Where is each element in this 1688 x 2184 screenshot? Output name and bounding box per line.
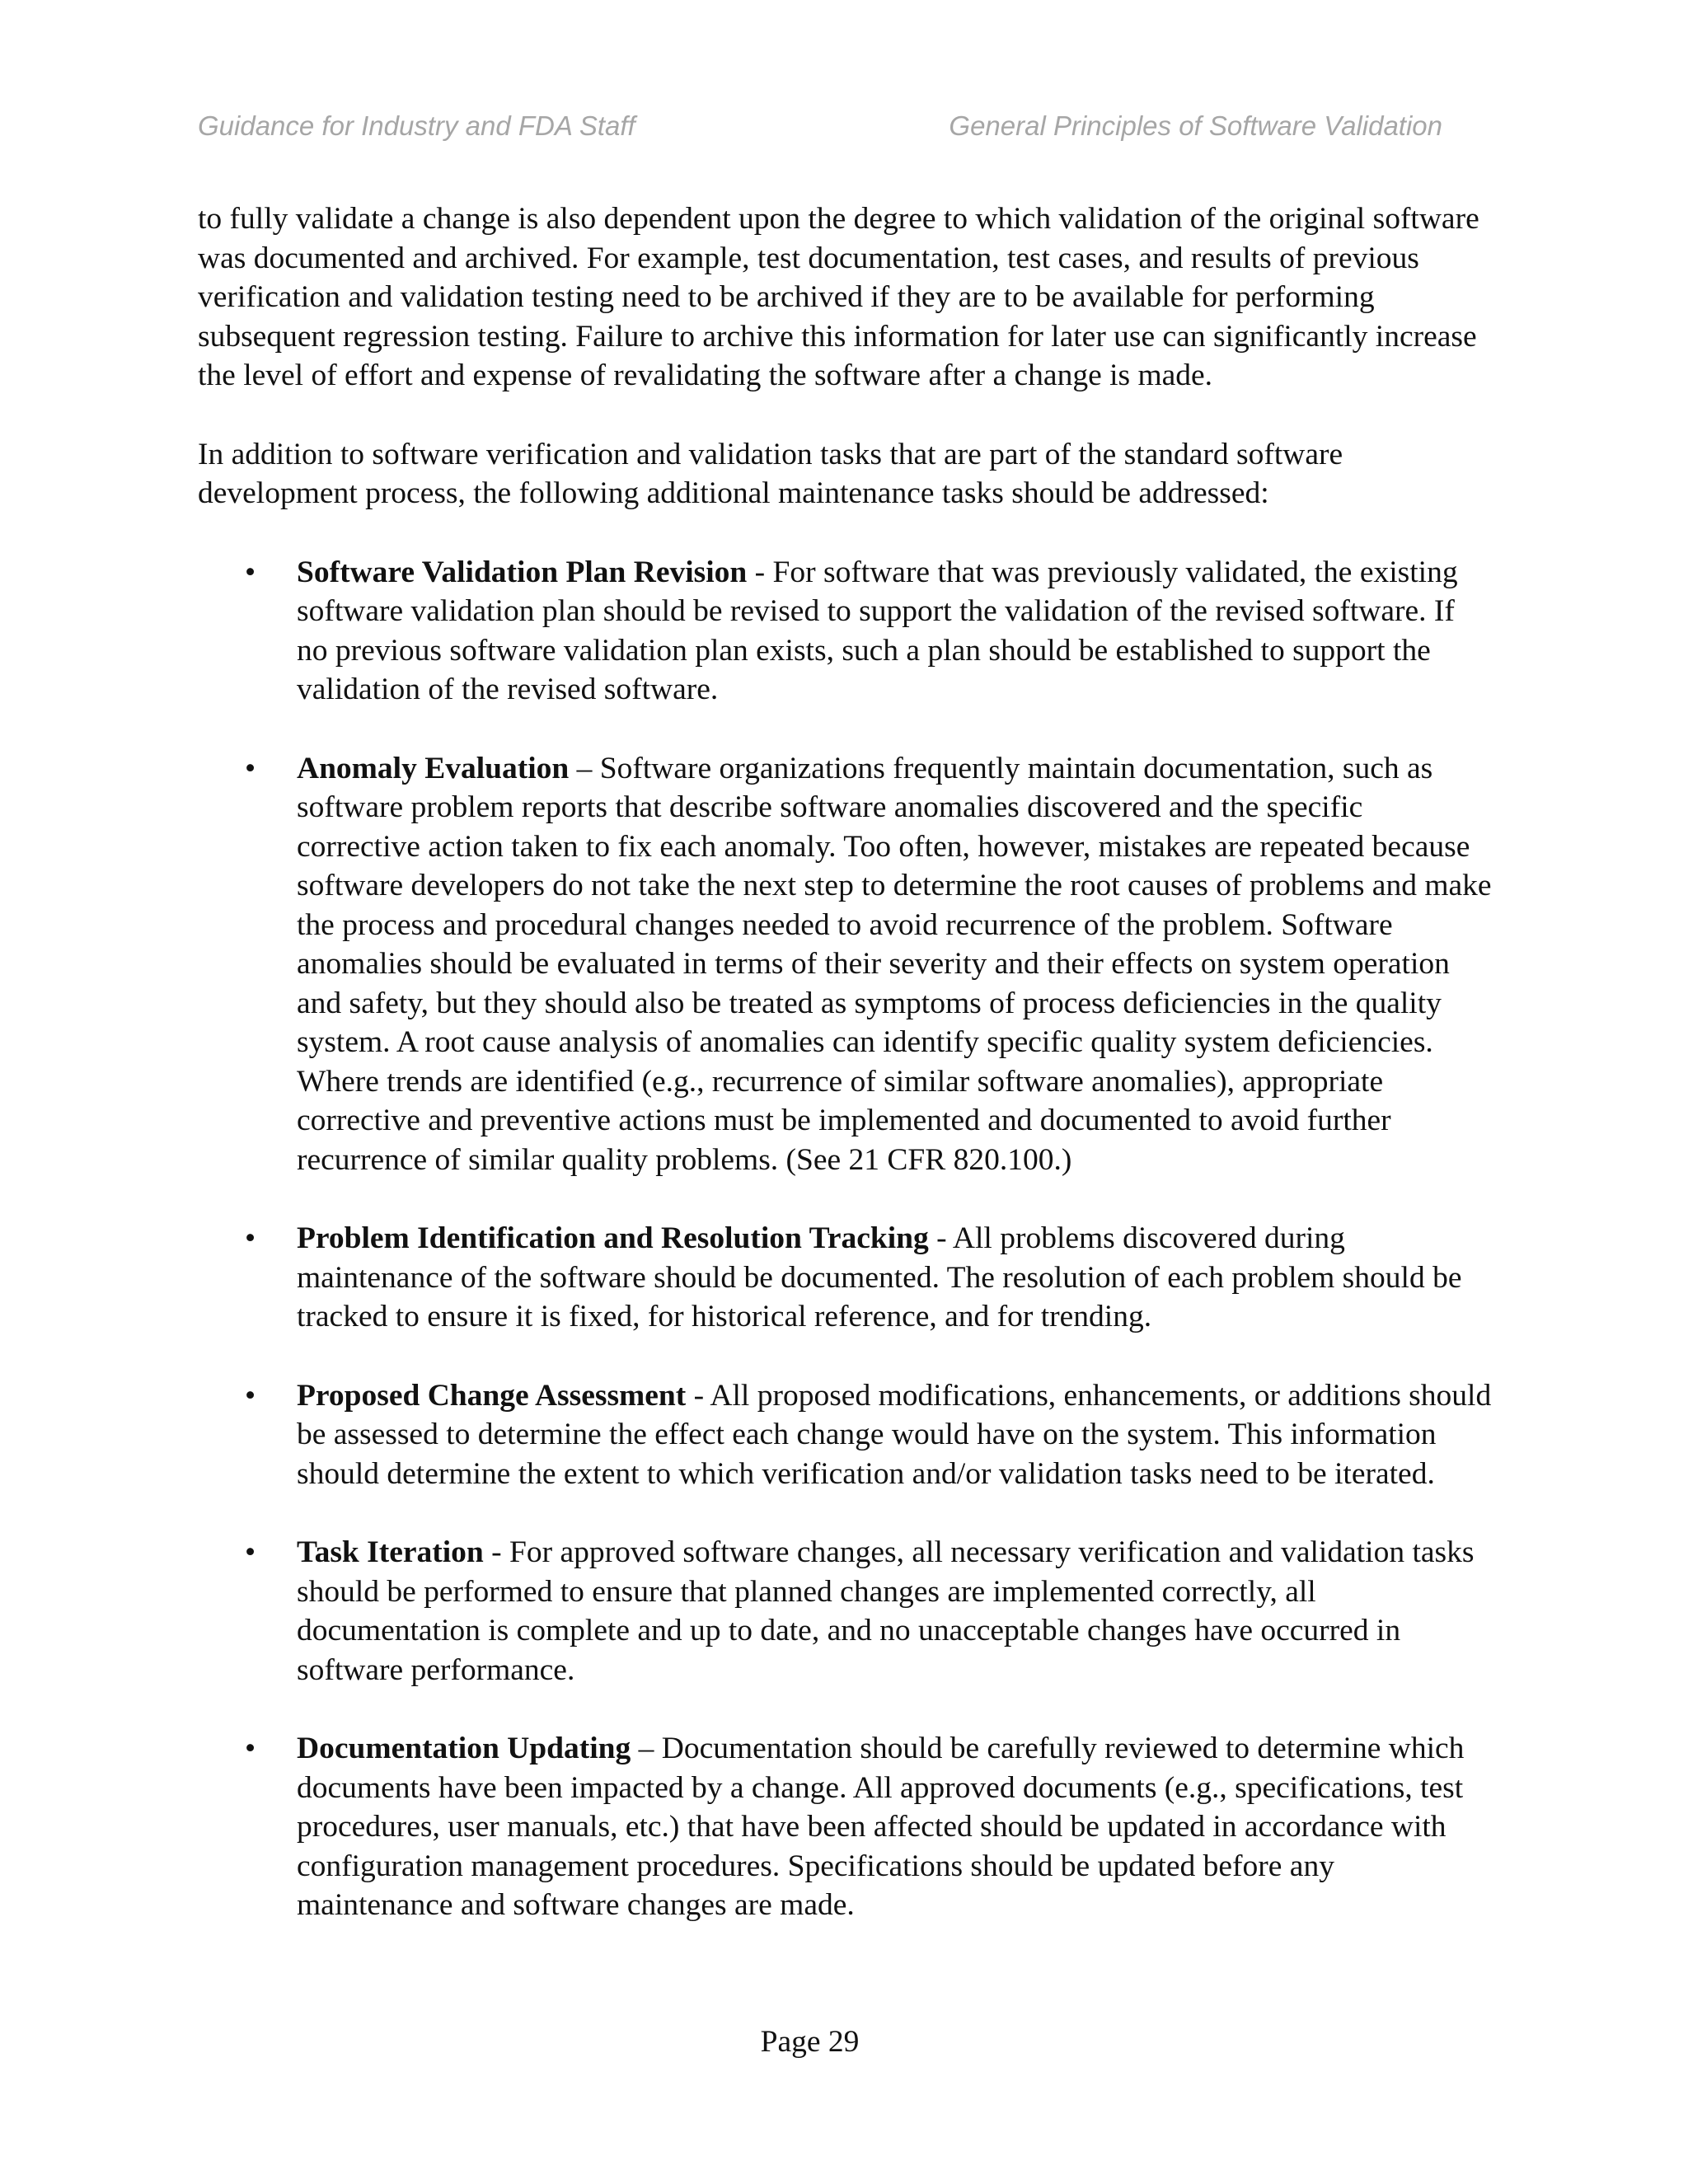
- task-term: Proposed Change Assessment: [297, 1378, 687, 1413]
- task-term: Anomaly Evaluation: [297, 751, 570, 785]
- bullet-icon: •: [245, 1378, 256, 1413]
- maintenance-task-list: [198, 553, 1492, 1925]
- bullet-icon: •: [245, 1535, 256, 1569]
- list-item: [198, 1533, 1492, 1690]
- task-description: – Documentation should be carefully reviewed to determine which documents have been impacted by a change. All approved documents (e.g., specifications, test procedures, user manuals, etc.) that have been affected should be updated in accordance with configuration management procedures. Specifications should be updated before any maintenance and software changes are made.: [297, 1732, 1465, 1922]
- task-term: Task Iteration: [297, 1535, 484, 1569]
- task-term: Problem Identification and Resolution Tracking: [297, 1221, 929, 1255]
- paragraph-validation-documentation: to fully validate a change is also dependent upon the degree to which validation of the original software was documented and archived. For example, test documentation, test cases, and results of previous verification and validation testing need to be archived if they are to be available for performing subsequent regression testing. Failure to archive this information for later use can significantly increase the level of effort and expense of revalidating the software after a change is made.: [198, 202, 1479, 392]
- bullet-icon: •: [245, 1221, 256, 1255]
- header-left-title: Guidance for Industry and FDA Staff: [198, 110, 635, 141]
- task-description: – Software organizations frequently maintain documentation, such as software problem reports that describe software anomalies discovered and the specific corrective action taken to fix each anomaly. Too often, however, mistakes are repeated because software developers do not take the next step to determine the root causes of problems and make the process and procedural changes needed to avoid recurrence of the problem. Software anomalies should be evaluated in terms of their severity and their effects on system operation and safety, but they should also be treated as symptoms of process deficiencies in the quality system. A root cause analysis of anomalies can identify specific quality system deficiencies. Where trends are identified (e.g., recurrence of similar software anomalies), appropriate corrective and preventive actions must be implemented and documented to avoid further recurrence of similar quality problems. (See 21 CFR 820.100.): [297, 751, 1492, 1177]
- task-description: - All problems discovered during maintenance of the software should be documented. The resolution of each problem should be tracked to ensure it is fixed, for historical reference, and for trending.: [297, 1221, 1462, 1333]
- list-item: [198, 749, 1492, 1180]
- list-item: [198, 1219, 1492, 1337]
- task-description: - For software that was previously validated, the existing software validation plan should be revised to support the validation of the revised software. If no previous software validation plan exists, such a plan should be established to support the validation of the revised software.: [297, 555, 1458, 706]
- document-body: [198, 199, 1492, 1965]
- bullet-icon: •: [245, 1732, 256, 1765]
- task-description: - For approved software changes, all necessary verification and validation tasks should be performed to ensure that planned changes are implemented correctly, all documentation is complete and up to date, and no unacceptable changes have occurred in software performance.: [297, 1535, 1475, 1687]
- task-term: Software Validation Plan Revision: [297, 555, 748, 589]
- running-header: [198, 110, 1442, 143]
- bullet-icon: •: [245, 555, 256, 589]
- page-number: Page 29: [760, 2025, 860, 2059]
- task-term: Documentation Updating: [297, 1732, 631, 1765]
- task-description: - All proposed modifications, enhancements, or additions should be assessed to determine the effect each change would have on the system. This information should determine the extent to which verification and/or validation tasks need to be iterated.: [297, 1378, 1492, 1491]
- list-item: [198, 1729, 1492, 1925]
- header-right-title: General Principles of Software Validation: [949, 110, 1442, 141]
- paragraph-maintenance-tasks-intro: In addition to software verification and validation tasks that are part of the standard software development process, the following additional maintenance tasks should be addressed:: [198, 437, 1343, 510]
- list-item: [198, 1376, 1492, 1494]
- list-item: [198, 553, 1492, 710]
- bullet-icon: •: [245, 751, 256, 785]
